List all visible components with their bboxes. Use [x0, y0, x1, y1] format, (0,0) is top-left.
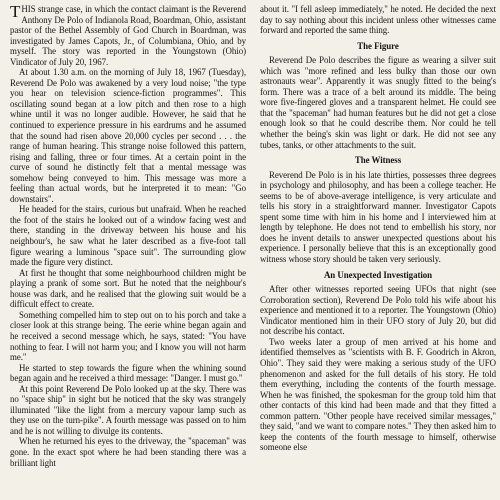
right-column [260, 4, 496, 500]
paragraph: At this point Reverend De Polo looked up at the sky. There was no "space ship" in sight but he noticed that the sky was strangely illuminated "like the light from a mercury vapour lamp such as they use on the turn-pike". A fourth message was passed on to him and he is not willing to divulge its contents. [10, 383, 246, 436]
paragraph: At about 1.30 a.m. on the morning of July 18, 1967 (Tuesday), Reverend De Polo was awakened by a very loud noise; "the type you hear on television science-fiction programmes". This oscillating sound began at a low pitch and then rose to a high whine until it was no longer audible. However, he said that he continued to experience pressure in his eardrums and he assumed that the sound had risen above 20,000 cycles per second . . . the range of human hearing. This strange noise followed this pattern, rising and falling, three or four times. At a certain point in the curve of sound he distinctly felt that a mental message was somehow being conveyed to him. This message was more a feeling than actual words, but he interpreted it to mean: "Go downstairs". [10, 67, 246, 204]
paragraph: When he returned his eyes to the driveway, the "spaceman" was gone. In the exact spot where he had been standing there was a brilliant light [10, 436, 246, 468]
drop-cap: T [10, 4, 21, 21]
paragraph: Reverend De Polo is in his late thirties, possesses three degrees in psychology and philosophy, and has been a college teacher. He seems to be of above-average intelligence, is very articulate and tells his story in a straightforward manner. Investigator Capots spent some time with him in his home and I interviewed him at length by telephone. He does not tend to embellish his story, nor does he invent details to answer unexpected questions about his experience. I personally believe that this is an exceptionally good witness whose story should be taken very seriously. [260, 169, 496, 265]
section-heading-investigation: An Unexpected Investigation [323, 269, 433, 280]
left-column [10, 4, 246, 500]
section-heading-witness: The Witness [354, 155, 402, 166]
paragraph: He headed for the stairs, curious but unafraid. When he reached the foot of the stairs he looked out of a window facing west and there, standing in the driveway between his house and his neighbour's, he saw what he later described as a five-foot tall figure wearing a luminous "space suit". The surrounding glow made the figure very distinct. [10, 204, 246, 268]
paragraph: Something compelled him to step out on to his porch and take a closer look at this strange being. The eerie whine began again and he received a second message which, he says, stated: "You have nothing to fear. I will not harm you; and I know you will not harm me." [10, 309, 246, 363]
section-heading-figure: The Figure [357, 40, 399, 51]
document-page [10, 4, 496, 500]
paragraph: Reverend De Polo describes the figure as wearing a silver suit which was "more refined and less bulky than those our own astronauts wear". Apparently it was snugly fitted to the being's form. There was a trace of a belt around its middle. The being wore five-fingered gloves and a transparent helmet. He could see that the "spaceman" had human features but he did not get a close enough look so that he could describe them. Nor could he tell whether the being's skin was light or dark. He did not see any tubes, tanks, or other attachments to the suit. [260, 55, 496, 150]
paragraph [10, 4, 246, 67]
paragraph: about it. "I fell asleep immediately," he noted. He decided the next day to say nothing about this incident unless other witnesses came forward and reported the same thing. [260, 4, 496, 36]
paragraph: After other witnesses reported seeing UFOs that night (see Corroboration section), Reverend De Polo told his wife about his experience and mentioned it to a reporter. The Youngstown (Ohio) Vindicator mentioned him in their UFO story of July 20, but did not describe his contact. [260, 284, 496, 337]
paragraph: He started to step towards the figure when the whining sound began again and he received a third message: "Danger. I must go." [10, 362, 246, 384]
paragraph: At first he thought that some neighbourhood children might be playing a prank of some sort. But he noted that the neighbour's house was dark, and he realised that the glowing suit would be a difficult effect to create. [10, 267, 246, 310]
paragraph: Two weeks later a group of men arrived at his home and identified themselves as "scientists with B. F. Goodrich in Akron, Ohio". They said they were making a serious study of the UFO phenomenon and asked for the full details of his story. He told them everything, including the contents of the fourth message. When he was finished, the spokesman for the group told him that other contacts of this kind had been made and that they fitted a common pattern. "Other people have received similar messages," they said, "and we want to compare notes." They then asked him to keep the contents of the fourth message to himself, otherwise someone else [260, 336, 496, 453]
paragraph-text: HIS strange case, in which the contact claimant is the Reverend Anthony De Polo of Indianola Road, Boardman, Ohio, assistant pastor of the Bethel Assembly of God Church in Boardman, was investigated by James Capots, Jr., of Columbiana, Ohio, and by myself. The story was reported in the Youngstown (Ohio) Vindicator of July 20, 1967. [10, 4, 246, 67]
